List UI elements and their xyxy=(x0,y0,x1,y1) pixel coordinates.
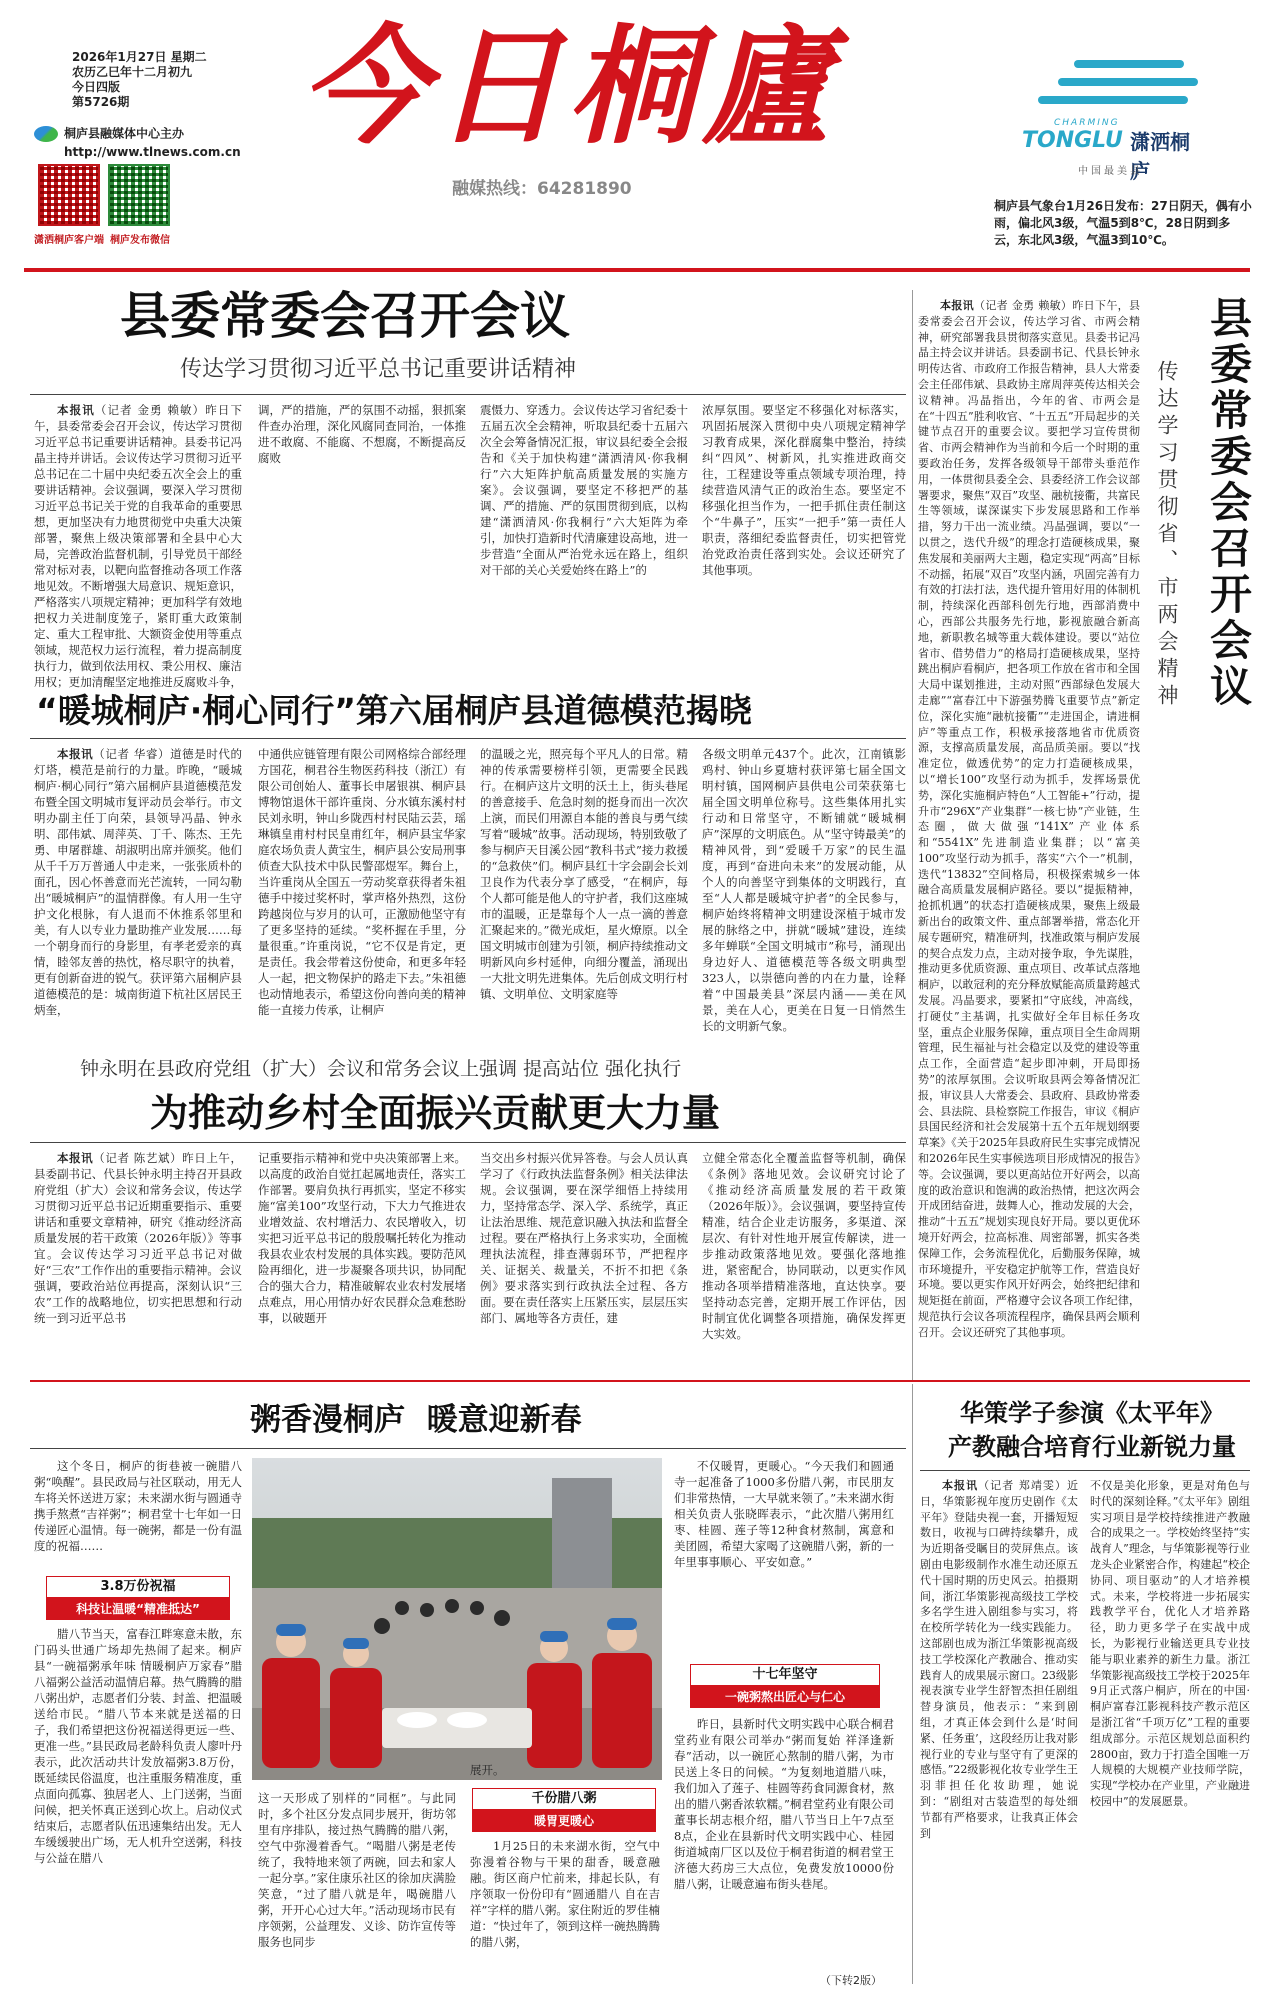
article2-text-3: 的温暖之光，照亮每个平凡人的日常。精神的传承需要榜样引领，更需要全民践行。在桐庐这片文明的沃土上，街头巷尾的善意接手、危急时刻的挺身而出一次次上演，而民们用源自本能的善良与勇气续写着“暖城”故事。活动现场，特别致敬了参与桐庐天目溪公园“教科书式”接力救援的“急救侠”们。桐庐县红十字会副会长刘卫良作为代表分享了感受，“在桐庐，每个人都可能是他人的守护者，我们这座城市的温暖，正是靠每个人一点一滴的善意汇聚起来的。”微光成炬，星火燎原。以全国文明城市创建为引领，桐庐持续推动文明新风向乡村延伸，向细分覆盖，涌现出一大批文明先进集体。先后创成文明行村镇、文明单位、文明家庭等 xyxy=(480,747,688,1001)
article3-text-4: 立健全常态化全覆盖监督等机制，确保《条例》落地见效。会议研究讨论了《推动经济高质量发展的若干政策（2026年版）》。会议强调，要坚持宣传精准，结合企业走访服务，多渠道、深层次、有针对性地开展宣传解读，进一步推动政策落地见效。要强化落地推进，紧密配合，协同联动，以更实作风推动各项举措精准落地，直达快享。要坚持动态完善，定期开展工作评估，因时制宜优化调整各项措施，确保发挥更大实效。 xyxy=(702,1151,906,1341)
media-center-logo-icon xyxy=(34,126,58,142)
article5-intro xyxy=(34,1458,242,1568)
lunar-date-line: 农历乙巳年十二月初九 xyxy=(72,65,193,79)
qr-code-icon xyxy=(108,164,170,226)
article1-text-3: 浓厚氛围。要坚定不移强化对标落实，巩固拓展深入贯彻中央八项规定精神学习教育成果，深化群腐集中整治，持续纠“四风”、树新风，扎实推进政商交往，工程建设等重点领域专项治理，持续营造风清气正的政治生态。要坚定不移强化担当作为，一把手抓住责任制这个“牛鼻子”，压实“一把手”第一责任人职责，落细纪委监督责任，切实把管党治党政治责任落到实处。会议还研究了其他事项。 xyxy=(702,403,906,577)
lead-marker: 本报讯 xyxy=(57,747,94,761)
issue-line: 第5726期 xyxy=(72,95,130,109)
article5-column-2 xyxy=(258,1790,456,1970)
article6-text-2: 不仅是美化形象，更是对角色与时代的深刻诠释。”《太平年》剧组实习项目是学校持续推进产教融合的成果之一。学校始终坚持“实战育人”理念，与华策影视等行业龙头企业紧密合作，构建起“校企协同、项目驱动”的人才培养模式。未来，学校将进一步拓展实践教学平台，优化人才培养路径，助力更多学子在实战中成长，为影视行业输送更具专业技能与职业素养的新生力量。浙江华策影视高级技工学校于2025年9月正式落户桐庐，所在的中国·桐庐富春江影视科技产教示范区是浙江省“千项万亿”工程的重要组成部分。示范区规划总面积约2800亩，致力于打造全国唯一万人规模的大规模产业技师学院，实现“学校办在产业里，产业融进校园中”的发展愿景。 xyxy=(1090,1479,1250,1808)
article1-rule xyxy=(30,394,906,395)
article4-subtitle: 传达学习贯彻省、市两会精神 xyxy=(1155,360,1179,711)
article5-text-1: 腊八节当天，富春江畔寒意未散，东门码头世通广场却先热闹了起来。桐庐县“一碗福粥承年味 情暖桐庐万家春”腊八福粥公益活动温情启幕。热气腾腾的腊八粥出炉，志愿者们分装、封盖、把温暖送给市民。“腊八节本来就是送福的日子，我们希望把这份祝福送得更远一些、更准一些。”县民政局老龄科负责人廖叶丹表示，此次活动共计发放福粥3.8万份，既延续民俗温度，也注重服务精准度，重点面向孤寡、独居老人、上门送粥，当面问候，把关怀真正送到心坎上。启动仪式结束后，志愿者队伍迅速集结出发。无人车缓缓驶出广场，无人机升空送粥，科技与公益在腊八 xyxy=(34,1627,242,1865)
column-divider xyxy=(912,290,913,1380)
logo-wave-shape xyxy=(1058,78,1198,86)
article6-column-1 xyxy=(920,1478,1078,1974)
article5-column-1 xyxy=(34,1626,242,1970)
article6-title xyxy=(934,1396,1250,1464)
lower-section-rule xyxy=(30,1380,1250,1382)
newspaper-title: 今日桐廬 xyxy=(300,12,837,162)
article3-column-1 xyxy=(34,1150,242,1348)
article5-box3-heading: 千份腊八粥 xyxy=(472,1788,656,1810)
article1-column-4 xyxy=(702,402,906,692)
article5-box1-heading: 3.8万份祝福 xyxy=(46,1576,230,1598)
article5-column-5 xyxy=(674,1716,894,1970)
edition-info xyxy=(72,50,207,110)
article3-title: 为推动乡村全面振兴贡献更大力量 xyxy=(150,1091,721,1135)
article5-text-2: 这一天形成了别样的“同框”。与此同时，多个社区分发点同步展开，街坊邻里有序排队，接过热气腾腾的腊八粥，空气中弥漫着香气。“喝腊八粥是老传统了，我特地来领了两碗，回去和家人一起分享。”家住康乐社区的徐加庆满脸笑意，“过了腊八就是年，喝碗腊八粥，开开心心过大年。”活动现场市民有序领粥，公益理发、义诊、防诈宣传等服务也同步 xyxy=(258,1791,456,1949)
article3-rule xyxy=(30,1142,906,1143)
article5-intro-text: 这个冬日，桐庐的街巷被一碗腊八粥“唤醒”。县民政局与社区联动，用无人车将关怀送进万家；未来湖水街与圆通寺携手熬煮“吉祥粥”；桐君堂十七年如一日传递匠心温情。每一碗粥，都是一份有温度的祝福…… xyxy=(34,1459,242,1553)
qr-code-wechat[interactable] xyxy=(108,164,170,226)
continued-note: （下转2版） xyxy=(820,1974,882,1987)
photo-illustration xyxy=(252,1458,662,1780)
host-info xyxy=(34,126,241,160)
media-hotline: 融媒热线：64281890 xyxy=(452,179,632,199)
article5-text-5: 昨日，县新时代文明实践中心联合桐君堂药业有限公司举办“粥而复始 祥泽逢新春”活动，以一碗匠心熬制的腊八粥，为市民送上冬日的问候。“为复刻地道腊八味，我们加入了莲子、桂圆等药食同源食材，熬出的腊八粥香浓软糯。”桐君堂药业有限公司董事长胡志根介绍，腊八节当日上午7点至8点，企业在县新时代文明实践中心、桂园街道城南厂区以及位于桐君街道的桐君堂王济德大药房三大点位，免费发放10000份腊八粥，让暖意遍布街头巷尾。 xyxy=(674,1717,894,1891)
porridge-event-photo xyxy=(252,1458,662,1780)
logo-wave-shape xyxy=(1074,60,1184,68)
date-line: 2026年1月27日 星期二 xyxy=(72,50,207,64)
qr-client-label: 潇洒桐庐客户端 xyxy=(34,235,104,246)
logo-slogan-text: 中国最美县 xyxy=(1078,166,1143,177)
article5-title-part2: 暖意迎新春 xyxy=(426,1402,582,1438)
article2-text-2: 中通供应链管理有限公司网格综合部经理方国花，桐君谷生物医药科技（浙江）有限公司创始人、董事长申屠银祺、桐庐县博物馆退休干部许重岗、分水镇东溪村村民刘永明，钟山乡陇西村村民陆云芸，瑶琳镇皇甫村村民皇甫红年，桐庐县宝华家庭农场负责人黄宝生，桐庐县公安局刑事侦查大队技术中队民警邵煜军。舞台上，当许重岗从全国五一劳动奖章获得者朱祖德手中接过奖杯时，掌声格外热烈，这份跨越岗位与岁月的认可，正激励他坚守有了更多坚持的延续。“奖杯握在手里，分量很重。”许重岗说，“它不仅是肯定，更是责任。我会带着这份使命，和更多年轻人一起，把文物保护的路走下去。”朱祖德也动情地表示，希望这份向善向美的精神能一直接力传承，让桐庐 xyxy=(258,747,466,1017)
logo-chinese-text: 潇洒桐庐 xyxy=(1130,130,1190,183)
article1-text-1-cont: 调，严的措施，严的氛围不动摇，狠抓案件查办治理，深化风腐同查同治，一体推进不敢腐、不能腐、不想腐，不断提高反腐败 xyxy=(258,403,466,465)
article2-text-4: 各级文明单元437个。此次，江南镇影鸡村、钟山乡夏塘村获评第七届全国文明村镇，国网桐庐县供电公司荣获第七届全国文明单位称号。这些集体用扎实行动和日常坚守，不断铺就“暖城桐庐”深厚的文明底色。从“坚守铸最美”的精神风骨，到“爱暖千万家”的民生温度，再到“奋进向未来”的发展动能，从个人的向善坚守到集体的文明践行，直至“人人都是暖城守护者”的全民参与，桐庐始终将精神文明建设深植于城市发展的脉络之中，拼就“暖城”建设，连续多年蝉联“全国文明城市”称号，涌现出身边好人、道德模范等各级文明典型323人，以崇德向善的内在力量，诠释着“中国最美县”深层内涵——美在风景，美在人心，更美在日复一日悄然生长的文明新气象。 xyxy=(702,747,906,1033)
article6-rule xyxy=(920,1470,1250,1471)
article5-text-2-end: 展开。 xyxy=(470,1763,505,1777)
qr-wechat-label: 桐庐发布微信 xyxy=(110,235,170,246)
tonglu-brand-logo xyxy=(1018,40,1208,183)
edition-line: 今日四版 xyxy=(72,80,121,94)
article4-title: 县委常委会召开会议 xyxy=(1204,296,1253,710)
article3-text-2: 记重要指示精神和党中央决策部署上来。以高度的政治自觉扛起属地责任，落实工作部署。要肩负执行再抓实，坚定不移实施“富美100”攻坚行动，下大力气推进农业增效益、农村增活力、农民增收入，切实把习近平总书记的殷殷嘱托转化为推动我县农业农村发展的具体实践。要防范风险再细化，进一步凝聚各项共识，协同配合的强大合力，精准破解农业农村发展堵点难点，用心用情办好农民群众急难愁盼事，以破题开 xyxy=(258,1151,466,1325)
article2-title: “暖城桐庐·桐心同行”第六届桐庐县道德模范揭晓 xyxy=(36,691,752,730)
article2-column-4 xyxy=(702,746,906,1048)
lead-marker: 本报讯 xyxy=(942,1479,979,1492)
article2-column-1 xyxy=(34,746,242,1048)
article1-column-2 xyxy=(258,402,466,692)
article1-subtitle: 传达学习贯彻习近平总书记重要讲话精神 xyxy=(180,357,577,382)
article5-column-3 xyxy=(470,1838,660,1970)
weather-forecast: 桐庐县气象台1月26日发布：27日阴天，偶有小雨，偏北风3级，气温5到8℃，28日阴到多云，东北风3级，气温3到10℃。 xyxy=(994,199,1252,247)
article5-column-2-end xyxy=(470,1762,660,1780)
article2-rule xyxy=(30,738,906,739)
article1-title: 县委常委会召开会议 xyxy=(120,287,570,345)
article5-title xyxy=(250,1398,582,1442)
article1-column-1 xyxy=(34,402,242,692)
article5-column-4 xyxy=(674,1458,894,1656)
article6-text-1: （记者 郑靖雯）近日，华策影视年度历史剧作《太平年》登陆央视一套，开播短短数日，收视与口碑持续攀升，成为近期备受瞩目的荧屏焦点。该剧由电影级制作水准生动还原五代十国时期的历史风云。拍摄期间，浙江华策影视高级技工学校多名学生进入剧组参与实习，将在校所学转化为一线实践能力。这部剧也成为浙江华策影视高级技工学校深化产教融合、推动实践育人的成果展示窗口。23级影视表演专业学生舒智杰担任剧组替身演员，他表示：“来到剧组，才真正体会到什么是‘时间紧、任务重’，这段经历让我对影视行业的专业与坚守有了更深的感悟。”22级影视化妆专业学生王羽菲担任化妆助理，她说到：“剧组对古装造型的每处细节都有严格要求，让我真正体会到 xyxy=(920,1479,1078,1840)
article2-text-1: （记者 华睿）道德是时代的灯塔，模范是前行的力量。昨晚，“暖城桐庐·桐心同行”第六届桐庐县道德模范发布暨全国文明城市复评动员会举行。市文明办副主任丁向荣，县领导冯晶、钟永明、邵伟斌、周萍英、丁千、陈杰、王先勇、申屠群雄、胡淑明出席并颁奖。他们从千千万万普通人中走来，一张张质朴的面孔，因心怀善意而光芒流转，一同勾勒出“暖城桐庐”的温情群像。有人用一生守护文化根脉，有人退而不休推系邻里和美，有人以专业力量助推产业发展……每一个朝身而行的身影里，有孝老爱亲的真情，睦邻友善的热忱，格尽职守的执着，更有创新奋进的锐气。获评第六届桐庐县道德模范的是：城南街道下杭社区居民王炳奎， xyxy=(34,747,242,1017)
article5-title-part1: 粥香漫桐庐 xyxy=(250,1402,405,1438)
article1-column-3 xyxy=(480,402,688,692)
article2-column-2 xyxy=(258,746,466,1048)
article3-column-3 xyxy=(480,1150,688,1348)
article6-title-line2: 产教融合培育行业新锐力量 xyxy=(948,1433,1236,1461)
lead-marker: 本报讯 xyxy=(57,403,95,417)
article3-kicker: 钟永明在县政府党组（扩大）会议和常务会议上强调 提高站位 强化执行 xyxy=(80,1058,682,1080)
article5-box1-tag: 科技让温暖“精准抵达” xyxy=(46,1598,230,1620)
column-divider xyxy=(912,1384,913,1984)
lead-marker: 本报讯 xyxy=(57,1151,94,1165)
article6-column-2 xyxy=(1090,1478,1250,1974)
logo-wave-shape xyxy=(1038,96,1188,104)
article5-text-3: 1月25日的未来湖水街，空气中弥漫着谷物与干果的甜香，暖意融融。街区商户忙前来，排起长队，有序领取一份份印有“圆通腊八 自在吉祥”字样的腊八粥。家住附近的罗佳楠道：“快过年了，领到这样一碗热腾腾的腊八粥， xyxy=(470,1839,660,1949)
article3-text-3: 当交出乡村振兴优异答卷。与会人员认真学习了《行政执法监督条例》相关法律法规。会议强调，要在深学细悟上持续用力，坚持常态学、深入学、系统学，真正让法治思维、规范意识融入执法和监督全过程。要在严格执行上务求实功，全面梳理执法流程，排查薄弱环节，严把程序关、证据关、裁量关，不折不扣把《条例》要求落实到行政执法全过程、各方面。要在责任落实上压紧压实，层层压实部门、属地等各方责任，建 xyxy=(480,1151,688,1325)
host-name: 桐庐县融媒体中心主办 xyxy=(64,126,185,141)
article5-box3-tag: 暖胃更暖心 xyxy=(472,1810,656,1832)
logo-charming-text: CHARMING xyxy=(1054,118,1120,128)
article1-text-1: （记者 金勇 赖敏）昨日下午，县委常委会召开会议，传达学习贯彻习近平总书记重要讲话精神。县委书记冯晶主持并讲话。会议传达学习贯彻习近平总书记在二十届中央纪委五次全会上的重要讲话精神。会议强调，要深入学习贯彻习近平总书记关于党的自我革命的重要思想，更加坚决有力地贯彻党中央重大决策部署，聚焦上级决策部署和全县中心大局，完善政治监督机制，引导党员干部经常对标对表，以靶向监督推动各项工作落地见效。不断增强大局意识、规矩意识，严格落实八项规定精神；更加科学有效地把权力关进制度笼子，紧盯重大政策制定、重大工程审批、大额资金使用等重点领域，规范权力运行流程，着力提高制度执行力，做到依法用权、秉公用权、廉洁用权；更加清醒坚定地推进反腐败斗争， xyxy=(34,403,242,689)
masthead-divider xyxy=(24,268,1250,272)
qr-code-icon xyxy=(38,164,100,226)
article5-box2-heading: 十七年坚守 xyxy=(690,1664,880,1686)
lead-marker: 本报讯 xyxy=(940,299,974,312)
article3-column-4 xyxy=(702,1150,906,1348)
article5-box2-tag: 一碗粥熬出匠心与仁心 xyxy=(690,1686,880,1708)
website-link[interactable]: http://www.tlnews.com.cn xyxy=(64,145,241,159)
article6-title-line1: 华策学子参演《太平年》 xyxy=(960,1399,1224,1427)
article5-rule xyxy=(30,1448,906,1449)
article5-text-4: 不仅暖胃，更暖心。“今天我们和圆通寺一起准备了1000多份腊八粥，市民朋友们非常热情，一大早就来领了。”未来湖水街相关负责人张晓晖表示，“此次腊八粥用红枣、桂圆、莲子等12种食材熬制，寓意和美团圆，希望大家喝了这碗腊八粥，新的一年里事事顺心、平安如意。” xyxy=(674,1459,894,1569)
article1-text-2: 震慑力、穿透力。会议传达学习省纪委十五届五次全会精神，听取县纪委十五届六次全会筹备情况汇报，审议县纪委全会报告和《关于加快构建“潇洒清风·你我桐行”六大矩阵护航高质量发展的实施方案》。会议强调，要坚定不移把严的基调、严的措施、严的氛围贯彻到底，以构建“潇洒清风·你我桐行”六大矩阵为牵引，加快打造新时代清廉建设高地，进一步营造“全面从严治党永远在路上，组织对干部的关心关爱始终在路上”的 xyxy=(480,403,688,577)
article3-text-1: （记者 陈艺斌）昨日上午，县委副书记、代县长钟永明主持召开县政府党组（扩大）会议和常务会议，传达学习贯彻习近平总书记近期重要指示、重要讲话和重要文章精神，研究《推动经济高质量发展的若干政策（2026年版）》等事宜。会议传达学习习近平总书记对做好“三农”工作作出的重要指示精神。会议强调，要政治站位再提高，深刻认识“三农”工作的战略地位，切实把思想和行动统一到习近平总书 xyxy=(34,1151,242,1325)
article3-column-2 xyxy=(258,1150,466,1348)
article2-column-3 xyxy=(480,746,688,1048)
article4-body xyxy=(918,298,1140,1376)
logo-tonglu-text: TONGLU xyxy=(1022,128,1123,153)
qr-code-client[interactable] xyxy=(38,164,100,226)
article4-text: （记者 金勇 赖敏）昨日下午，县委常委会召开会议，传达学习省、市两会精神，研究部署我县贯彻落实意见。县委书记冯晶主持会议并讲话。县委副书记、代县长钟永明传达省、市政府工作报告精神，县人大常委会主任邵伟斌、县政协主席周萍英传达相关会议精神。冯晶指出，今年的省、市两会是在“十四五”胜利收官、“十五五”开局起步的关键节点召开的重要会议。要把学习宣传贯彻省、市两会精神作为当前和今后一个时期的重要政治任务，发挥各级领导干部带头垂范作用，一体贯彻县委全会、县委经济工作会议部署要求，聚焦“双百”攻坚、融杭接衢，共富民生等领域，谋深谋实下步发展思路和工作举措，努力干出一流业绩。冯晶强调，要以“一以贯之，迭代升级”的理念打造硬核成果，聚焦发展和美丽两大主题，稳定实现“两高”目标不动摇，拓展“双百”攻坚内涵，巩固完善有力有效的打法打法，迭代提升管用好用的体制机制，持续深化西部科创先行地，西部消费中心，西部公共服务先行地，影视旅融合新高地，新职教名城等重大载体建设。要以“站位省市、借势借力”的格局打造硬核成果，坚持跳出桐庐看桐庐，把各项工作放在省市和全国大局中谋划推进，主动对照“西部绿色发展大走廊”“富春江中下游强势腾飞重要节点”新定位，深化实施“融杭接衢”“走进国企，请进桐庐”等重点工作，积极承接落地省市优质资源，支撑高质量发展，高品质美丽。要以“找准定位，做透优势”的定力打造硬核成果，以“增长100”攻坚行动为抓手，发挥场景优势，深化实施桐庐特色“人工智能+”行动，提升市“296X”产业集群“一核七协”产业链，生态圈，做大做强“141X”产业体系和“5541X”先进制造业集群；以“富美100”攻坚行动为抓手，落实“六个一”机制，迭代“13832”空间格局，积极探索城乡一体融合高质量发展桐庐路径。要以“提振精神，抢抓机遇”的状态打造硬核成果，聚焦上级最新出台的政策文件、重点部署举措，常态化开展专题研究，精准研判，找准政策与桐庐发展的契合点发力点，主动对接争取，争先谋胜，推动更多优质资源、重点项目、改革试点落地桐庐，以敢冠利的充分释放赋能高质量跨越式发展。冯晶要求，要紧扣“守底线，冲高线，打硬仗”主基调，扎实做好全年目标任务攻坚，重点企业服务保障，重点项目全生命周期管理，民生福祉与社会稳定以及党的建设等重点工作，全面营造“起步即冲刺，开局即扬势”的浓厚氛围。会议听取县两会筹备情况汇报，审议县人大常委会、县政府、县政协常委会、县法院、县检察院工作报告，审议《桐庐县国民经济和社会发展第十五个五年规划纲要草案》《关于2025年县政府民生实事完成情况和2026年民生实事候选项目形成情况的报告》等。会议强调，要以更高站位开好两会，以高度的政治意识和饱满的政治热情，把这次两会开成团结奋进，鼓舞人心，推动发展的大会，推动“十五五”规划实现良好开局。要以更优环境开好两会，拉高标准、周密部署，抓实各类保障工作，会务流程优化，后勤服务保障，城市环境提升，平安稳定护航等工作，营造良好环境。要以更实作风开好两会，始终把纪律和规矩挺在前面，严格遵守会议各项工作纪律，规范执行会议各项流程程序，确保县两会顺利召开。会议还研究了其他事项。 xyxy=(918,299,1140,1339)
